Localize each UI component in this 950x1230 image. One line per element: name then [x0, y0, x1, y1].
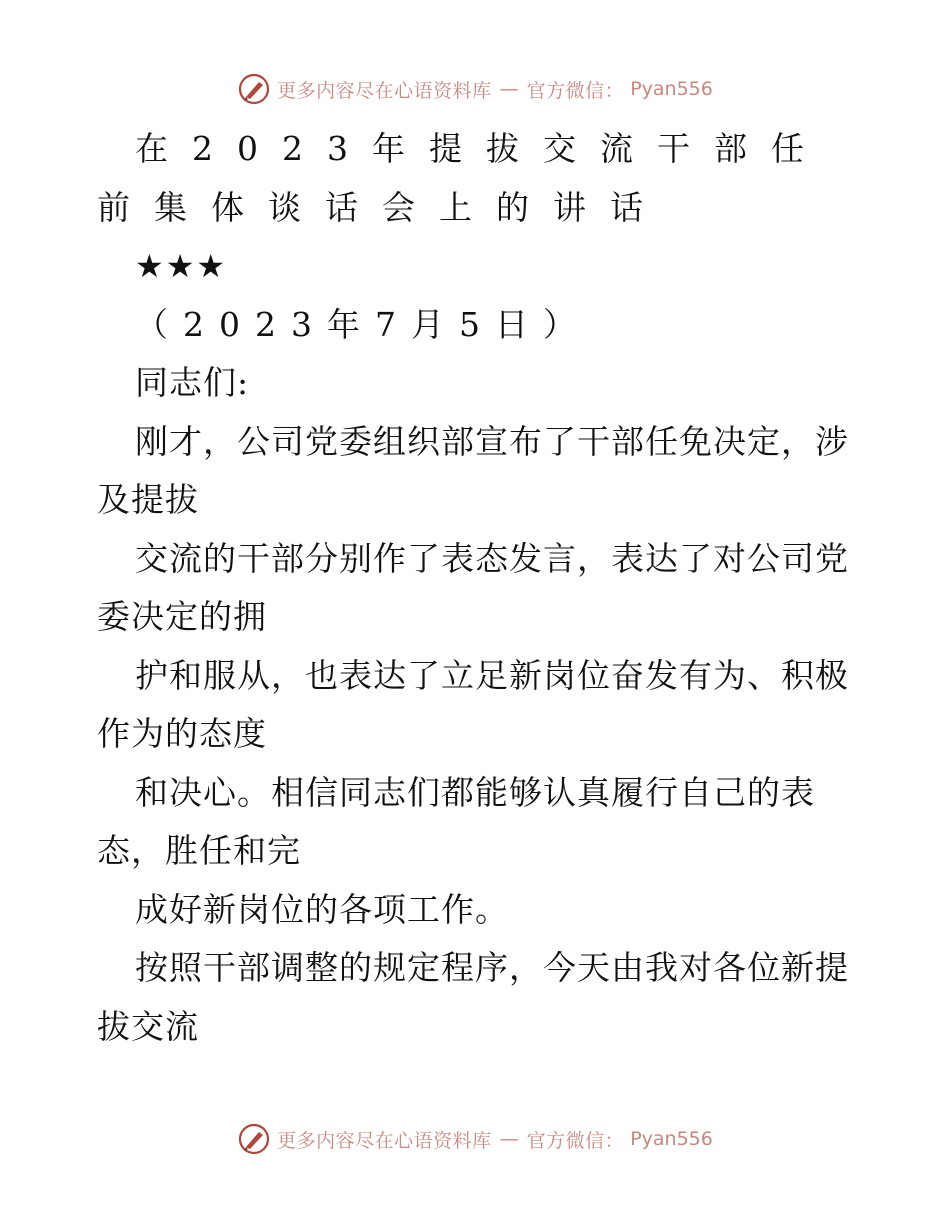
watermark-text: 更多内容尽在心语资料库: [277, 79, 492, 102]
paragraph-2: 交流的干部分别作了表态发言，表达了对公司党委决定的拥: [97, 538, 849, 636]
document-title: 在2023年提拔交流干部任前集体谈话会上的讲话: [97, 129, 828, 227]
quill-pen-logo-icon: [237, 1122, 271, 1156]
document-body: [97, 120, 867, 1056]
quill-pen-logo-icon: [237, 72, 271, 106]
document-date: （2023年7月5日）: [135, 304, 591, 344]
watermark-text: 更多内容尽在心语资料库: [277, 1129, 492, 1152]
footer-watermark: [0, 1122, 950, 1156]
watermark-wechat-label: 官方微信：: [526, 1129, 625, 1152]
paragraph-1: 刚才，公司党委组织部宣布了干部任免决定，涉及提拔: [97, 421, 849, 519]
watermark-wechat-id: Pyan556: [630, 78, 713, 100]
star-divider: ★★★: [135, 247, 228, 285]
watermark-separator: —: [499, 1128, 519, 1150]
paragraph-6: 按照干部调整的规定程序，今天由我对各位新提拔交流: [97, 948, 849, 1046]
header-watermark: [0, 72, 950, 106]
paragraph-4: 和决心。相信同志们都能够认真履行自己的表态，胜任和完: [97, 772, 815, 870]
salutation: 同志们:: [135, 363, 250, 402]
paragraph-5: 成好新岗位的各项工作。: [135, 889, 509, 929]
watermark-wechat-label: 官方微信：: [526, 79, 625, 102]
paragraph-3: 护和服从，也表达了立足新岗位奋发有为、积极作为的态度: [97, 655, 849, 753]
watermark-separator: —: [499, 78, 519, 100]
watermark-wechat-id: Pyan556: [630, 1128, 713, 1150]
